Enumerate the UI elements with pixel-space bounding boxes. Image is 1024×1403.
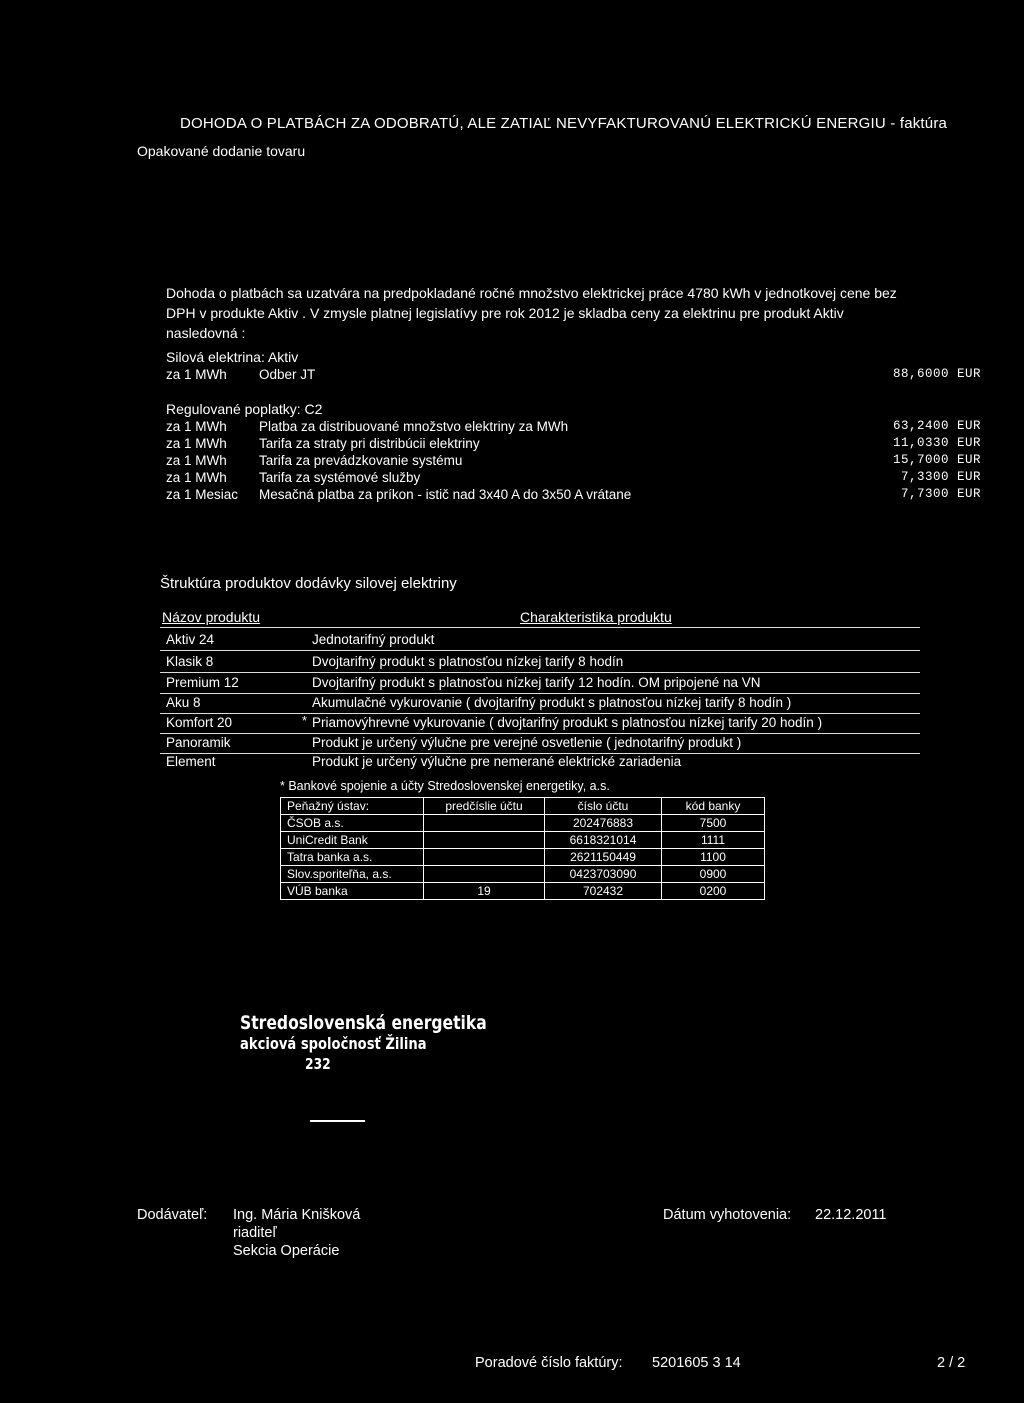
price-desc: Tarifa za prevádzkovanie systému — [259, 453, 463, 468]
stamp-line-type: akciová spoločnosť Žilina — [240, 1034, 427, 1053]
prefix-cell — [424, 849, 545, 866]
product-name: Aktiv 24 — [166, 632, 215, 647]
account-cell: 202476883 — [545, 815, 662, 832]
price-row — [166, 453, 981, 470]
signatory-department: Sekcia Operácie — [233, 1243, 340, 1259]
prefix-cell — [424, 866, 545, 883]
bank-code-cell: 0900 — [662, 866, 765, 883]
signatory-role: riaditeľ — [233, 1225, 277, 1241]
products-col-char: Charakteristika produktu — [520, 609, 672, 625]
products-col-name: Názov produktu — [162, 609, 261, 625]
price-desc: Odber JT — [259, 367, 316, 382]
product-name: Element — [166, 754, 216, 769]
page-number: 2 / 2 — [937, 1355, 966, 1371]
price-desc: Tarifa za straty pri distribúcii elektriny — [259, 436, 480, 451]
bank-code-cell: 1111 — [662, 832, 765, 849]
table-row — [281, 832, 765, 849]
regulovane-heading: Regulované poplatky: C2 — [166, 401, 323, 417]
product-row — [160, 693, 920, 714]
product-desc: Dvojtarifný produkt s platnosťou nízkej tarify 12 hodín. OM pripojené na VN — [312, 675, 761, 690]
signature-line — [310, 1120, 365, 1122]
price-row — [166, 367, 981, 384]
company-stamp — [240, 1012, 487, 1074]
header-cell: kód banky — [662, 798, 765, 815]
product-desc: Dvojtarifný produkt s platnosťou nízkej tarify 8 hodín — [312, 654, 624, 669]
price-unit: za 1 Mesiac — [166, 487, 239, 502]
product-row — [160, 673, 920, 694]
product-row — [160, 733, 920, 754]
bank-code-cell: 0200 — [662, 883, 765, 900]
stamp-line-number: 232 — [305, 1055, 331, 1073]
product-desc: Jednotarifný produkt — [312, 632, 435, 647]
price-unit: za 1 MWh — [166, 419, 227, 434]
issue-date-label: Dátum vyhotovenia: — [663, 1207, 792, 1223]
account-cell: 6618321014 — [545, 832, 662, 849]
header-cell: predčíslie účtu — [424, 798, 545, 815]
footnote-marker: * — [302, 713, 308, 728]
prefix-cell — [424, 832, 545, 849]
price-desc: Mesačná platba za príkon - istič nad 3x40 A do 3x50 A vrátane — [259, 487, 632, 502]
product-row — [160, 652, 920, 673]
signatory-name: Ing. Mária Knišková — [233, 1207, 361, 1223]
bank-name-cell: Slov.sporiteľňa, a.s. — [281, 866, 424, 883]
document-subtitle: Opakované dodanie tovaru — [137, 143, 306, 159]
table-row — [281, 883, 765, 900]
product-name: Aku 8 — [166, 695, 201, 710]
price-unit: za 1 MWh — [166, 453, 227, 468]
product-desc: Akumulačné vykurovanie ( dvojtarifný produkt s platnosťou nízkej tarify 8 hodín ) — [312, 695, 792, 710]
price-value: 7,7300 EUR — [900, 487, 981, 501]
stamp-line-company: Stredoslovenská energetika — [240, 1012, 487, 1034]
products-header-divider — [160, 627, 920, 628]
account-cell: 2621150449 — [545, 849, 662, 866]
header-cell: číslo účtu — [545, 798, 662, 815]
account-cell: 702432 — [545, 883, 662, 900]
issue-date: 22.12.2011 — [815, 1207, 887, 1223]
price-value: 7,3300 EUR — [900, 470, 981, 484]
product-name: Premium 12 — [166, 675, 239, 690]
table-row — [281, 866, 765, 883]
product-desc: Produkt je určený výlučne pre nemerané elektrické zariadenia — [312, 754, 682, 769]
table-row — [281, 849, 765, 866]
bank-code-cell: 7500 — [662, 815, 765, 832]
price-row — [166, 470, 981, 487]
product-name: Panoramik — [166, 735, 231, 750]
bank-name-cell: VÚB banka — [281, 883, 424, 900]
product-row — [160, 630, 920, 651]
bank-name-cell: UniCredit Bank — [281, 832, 424, 849]
table-header-row — [281, 798, 765, 815]
table-row — [281, 815, 765, 832]
account-cell: 0423703090 — [545, 866, 662, 883]
price-row — [166, 487, 981, 504]
bank-accounts-note: * Bankové spojenie a účty Stredoslovenskej energetiky, a.s. — [280, 779, 610, 793]
invoice-number-label: Poradové číslo faktúry: — [475, 1355, 623, 1371]
invoice-number: 5201605 3 14 — [652, 1355, 741, 1371]
intro-paragraph: Dohoda o platbách sa uzatvára na predpokladané ročné množstvo elektrickej práce 4780 kWh v jednotkovej cene bez DPH v produkte Aktiv . V zmysle platnej legislatívy pre rok 2012 je skladba ceny za elektrinu pre produkt Aktiv nasledovná : — [166, 285, 897, 341]
products-section-title: Štruktúra produktov dodávky silovej elektriny — [160, 575, 457, 592]
prefix-cell — [424, 815, 545, 832]
product-desc: Priamovýhrevné vykurovanie ( dvojtarifný produkt s platnosťou nízkej tarify 20 hodín ) — [312, 715, 823, 730]
price-unit: za 1 MWh — [166, 367, 227, 382]
bank-code-cell: 1100 — [662, 849, 765, 866]
price-row — [166, 419, 981, 436]
silova-heading: Silová elektrina: Aktiv — [166, 349, 299, 365]
product-desc: Produkt je určený výlučne pre verejné osvetlenie ( jednotarifný produkt ) — [312, 735, 742, 750]
supplier-label: Dodávateľ: — [137, 1207, 208, 1223]
prefix-cell: 19 — [424, 883, 545, 900]
bank-name-cell: Tatra banka a.s. — [281, 849, 424, 866]
price-unit: za 1 MWh — [166, 436, 227, 451]
bank-name-cell: ČSOB a.s. — [281, 815, 424, 832]
price-desc: Tarifa za systémové služby — [259, 470, 421, 485]
header-cell: Peňažný ústav: — [281, 798, 424, 815]
product-row — [160, 752, 920, 772]
bank-accounts-table — [280, 797, 765, 900]
product-name: Klasik 8 — [166, 654, 214, 669]
price-value: 11,0330 EUR — [892, 436, 981, 450]
price-unit: za 1 MWh — [166, 470, 227, 485]
price-value: 15,7000 EUR — [892, 453, 981, 467]
price-value: 63,2400 EUR — [892, 419, 981, 433]
document-title: DOHODA O PLATBÁCH ZA ODOBRATÚ, ALE ZATIAĽ NEVYFAKTUROVANÚ ELEKTRICKÚ ENERGIU - faktúra — [180, 115, 948, 132]
product-row — [160, 713, 920, 734]
price-value: 88,6000 EUR — [892, 367, 981, 381]
product-name: Komfort 20 — [166, 715, 233, 730]
price-row — [166, 436, 981, 453]
price-desc: Platba za distribuované množstvo elektriny za MWh — [259, 419, 569, 434]
